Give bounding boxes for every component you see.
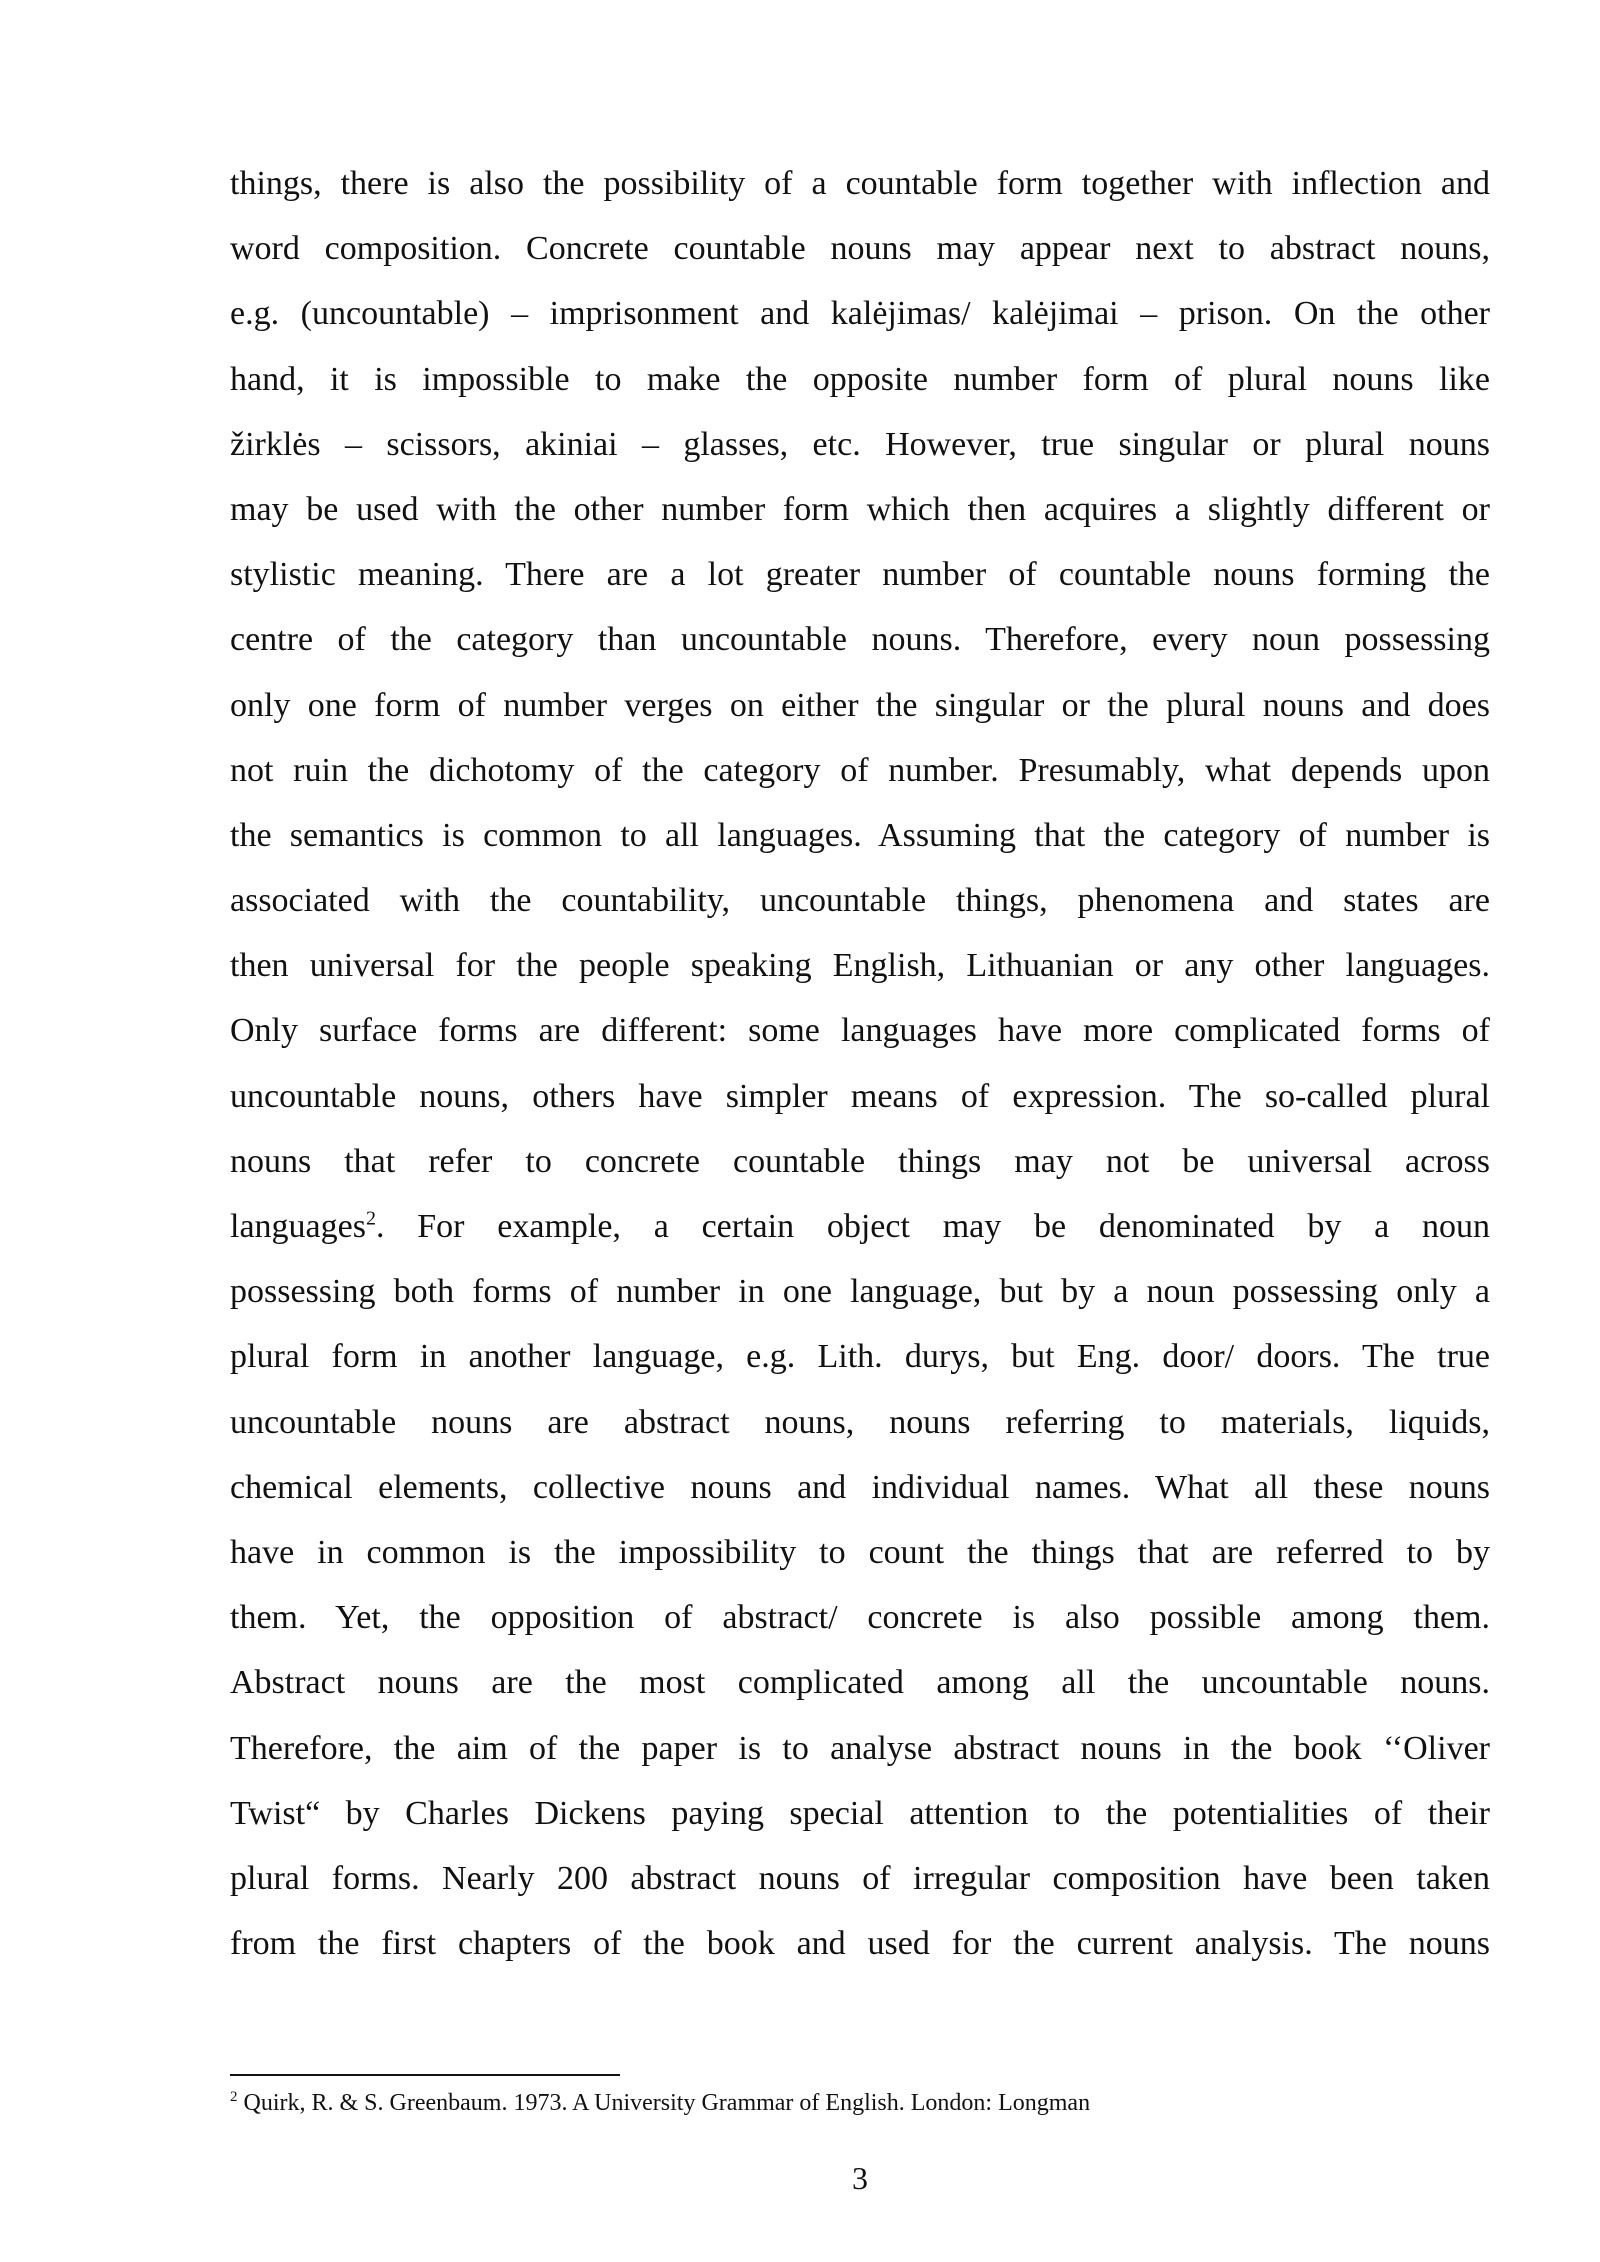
- text-line: then universal for the people speaking English, Lithuanian or any other languages.: [230, 947, 1490, 985]
- text-line: Only surface forms are different: some languages have more complicated forms of: [230, 1012, 1490, 1050]
- text-line: uncountable nouns are abstract nouns, nouns referring to materials, liquids,: [230, 1403, 1490, 1441]
- text-line: may be used with the other number form which then acquires a slightly different or: [230, 490, 1490, 528]
- text-line: žirklės – scissors, akiniai – glasses, etc. However, true singular or plural nouns: [230, 425, 1490, 463]
- text-line: Therefore, the aim of the paper is to analyse abstract nouns in the book ‘‘Oliver: [230, 1729, 1490, 1767]
- text-line: Twist“ by Charles Dickens paying special attention to the potentialities of their: [230, 1794, 1490, 1832]
- footnote-marker: 2: [230, 2089, 238, 2105]
- footnote-separator: [230, 2074, 620, 2076]
- text-line: plural forms. Nearly 200 abstract nouns of irregular composition have been taken: [230, 1859, 1490, 1897]
- text-line: stylistic meaning. There are a lot greater number of countable nouns forming the: [230, 556, 1490, 594]
- footnote: [230, 2086, 1430, 2120]
- text-line: from the first chapters of the book and used for the current analysis. The nouns: [230, 1925, 1490, 1963]
- text-line: the semantics is common to all languages. Assuming that the category of number is: [230, 816, 1490, 854]
- text-line: only one form of number verges on either the singular or the plural nouns and does: [230, 686, 1490, 724]
- text-line: things, there is also the possibility of a countable form together with inflection and: [230, 165, 1490, 202]
- text-line: associated with the countability, uncountable things, phenomena and states are: [230, 882, 1490, 920]
- text-line: word composition. Concrete countable nouns may appear next to abstract nouns,: [230, 230, 1490, 268]
- text-line: them. Yet, the opposition of abstract/ concrete is also possible among them.: [230, 1599, 1490, 1637]
- footnote-text: Quirk, R. & S. Greenbaum. 1973. A University Grammar of English. London: Longman: [237, 2090, 1091, 2116]
- text-line-with-footnote-reference: [230, 1194, 1490, 1259]
- text-fragment: . For example, a certain object may be denominated by a noun: [375, 1208, 1490, 1245]
- text-line: plural form in another language, e.g. Lith. durys, but Eng. door/ doors. The true: [230, 1338, 1490, 1376]
- text-line: e.g. (uncountable) – imprisonment and kalėjimas/ kalėjimai – prison. On the other: [230, 295, 1490, 333]
- footnote-reference[interactable]: 2: [365, 1207, 376, 1230]
- text-line: not ruin the dichotomy of the category of number. Presumably, what depends upon: [230, 751, 1490, 789]
- text-fragment: languages: [230, 1208, 366, 1245]
- text-line: centre of the category than uncountable nouns. Therefore, every noun possessing: [230, 621, 1490, 659]
- text-line: nouns that refer to concrete countable things may not be universal across: [230, 1142, 1490, 1180]
- body-paragraph: [230, 151, 1490, 1976]
- text-line: uncountable nouns, others have simpler means of expression. The so-called plural: [230, 1077, 1490, 1115]
- text-line: have in common is the impossibility to count the things that are referred to by: [230, 1533, 1490, 1571]
- text-line: Abstract nouns are the most complicated among all the uncountable nouns.: [230, 1664, 1490, 1702]
- text-line: possessing both forms of number in one language, but by a noun possessing only a: [230, 1273, 1490, 1311]
- page-number: 3: [852, 2160, 868, 2196]
- text-line: chemical elements, collective nouns and individual names. What all these nouns: [230, 1468, 1490, 1506]
- text-line: hand, it is impossible to make the opposite number form of plural nouns like: [230, 360, 1490, 398]
